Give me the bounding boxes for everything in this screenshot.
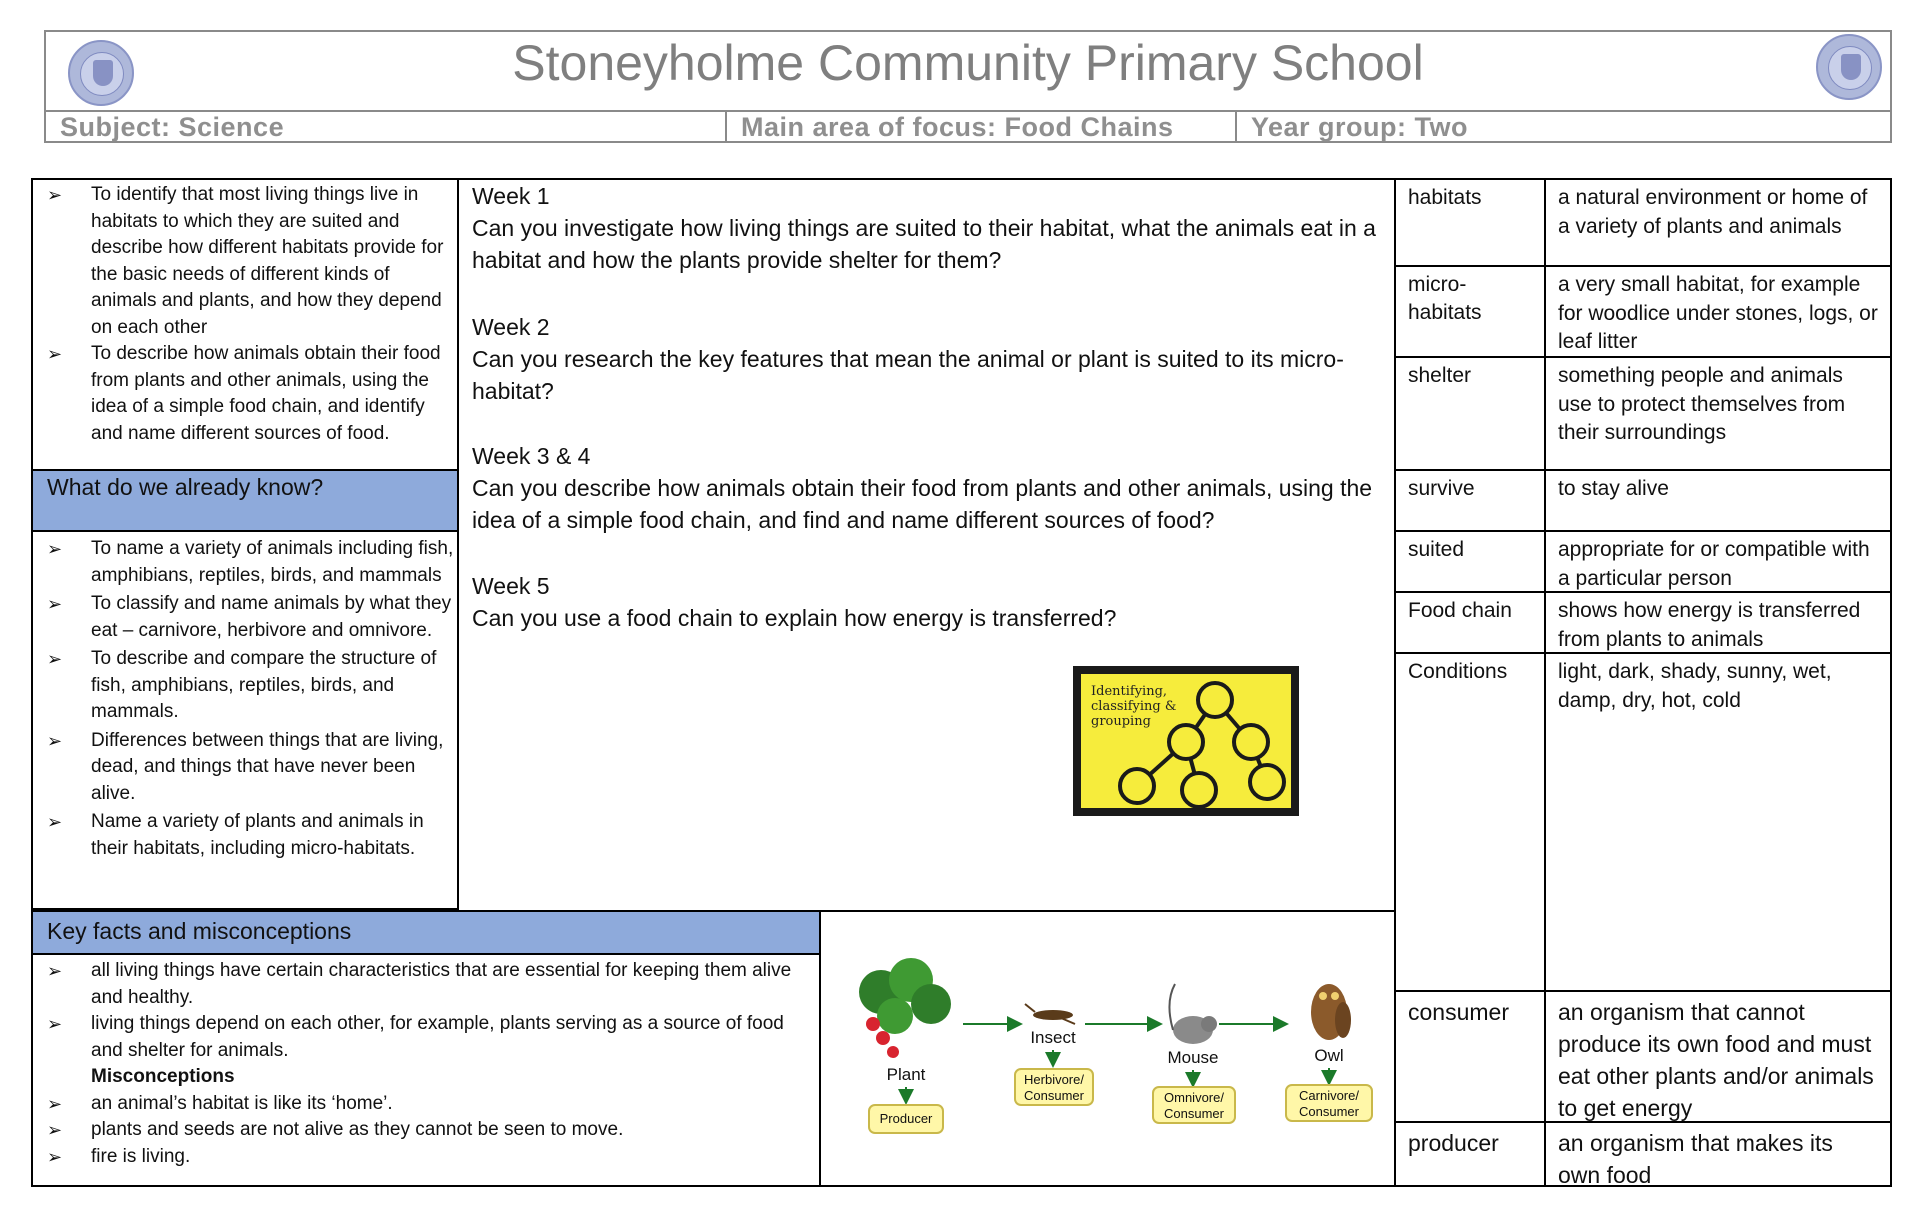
objectives-list <box>33 180 457 447</box>
header-title-bar <box>44 30 1892 110</box>
arrow-bullet-icon: ➢ <box>47 185 63 205</box>
subject-label: Subject: Science <box>46 112 727 141</box>
misconception-item: ➢ an animal’s habitat is like its ‘home’. <box>33 1091 819 1118</box>
school-logo-right <box>1816 34 1882 100</box>
prior-knowledge-item: ➢ To describe and compare the structure of fish, amphibians, reptiles, birds, and mammals. <box>47 648 437 722</box>
organism-label: Owl <box>1314 1046 1344 1065</box>
prior-knowledge-item: ➢ To classify and name animals by what they eat – carnivore, herbivore and omnivore. <box>47 593 452 641</box>
prior-knowledge-heading: What do we already know? <box>31 469 459 532</box>
role-box: Omnivore/ Consumer <box>1152 1086 1236 1124</box>
arrow-bullet-icon: ➢ <box>47 1146 63 1167</box>
glossary-term: shelter <box>1394 356 1546 471</box>
mouse-icon <box>1169 984 1217 1044</box>
glossary-table <box>1394 178 1892 1187</box>
glossary-term: micro-habitats <box>1394 265 1546 358</box>
week-label: Week 1 <box>472 183 550 209</box>
glossary-definition: something people and animals use to protect themselves from their surroundings <box>1544 356 1892 471</box>
glossary-term: consumer <box>1394 990 1546 1123</box>
prior-knowledge-item: ➢ To name a variety of animals including fish, amphibians, reptiles, birds, and mammals <box>47 538 454 586</box>
week-5 <box>472 570 1387 634</box>
glossary-term: Conditions <box>1394 652 1546 992</box>
glossary-definition: a natural environment or home of a variety of plants and animals <box>1544 178 1892 267</box>
arrow-bullet-icon: ➢ <box>47 730 63 751</box>
prior-knowledge-item: ➢ Name a variety of plants and animals in their habitats, including micro-habitats. <box>47 811 424 859</box>
arrow-bullet-icon: ➢ <box>47 594 63 614</box>
prior-knowledge-list <box>33 532 457 862</box>
week-1 <box>472 180 1387 276</box>
glossary-term: producer <box>1394 1121 1546 1187</box>
tree-diagram-icon <box>1073 666 1299 816</box>
glossary-term: Food chain <box>1394 591 1546 654</box>
arrow-bullet-icon: ➢ <box>47 1120 63 1140</box>
glossary-definition: to stay alive <box>1544 469 1892 532</box>
week-label: Week 2 <box>472 314 550 340</box>
header-info-bar <box>44 110 1892 143</box>
objective-item: ➢ To identify that most living things live in habitats to which they are suited and describe how different habitats provide for the basic needs of different kinds of animals and plants, and how they depend on each other <box>47 184 444 338</box>
key-facts-list <box>33 955 819 1170</box>
fact-item: ➢ all living things have certain characteristics that are essential for keeping them alive and healthy. <box>47 960 792 1008</box>
objective-item: ➢ To describe how animals obtain their food from plants and other animals, using the idea of a simple food chain, and identify and name different sources of food. <box>47 343 441 444</box>
prior-knowledge-box <box>31 530 459 910</box>
role-box: Carnivore/ Consumer <box>1285 1084 1373 1122</box>
misconception-item: ➢ plants and seeds are not alive as they cannot be seen to move. <box>33 1117 819 1144</box>
glossary-term: suited <box>1394 530 1546 593</box>
glossary-definition: appropriate for or compatible with a particular person <box>1544 530 1892 593</box>
arrow-bullet-icon: ➢ <box>47 1014 63 1034</box>
role-box: Herbivore/ Consumer <box>1014 1068 1094 1106</box>
organism-label: Plant <box>886 1065 926 1084</box>
week-question: Can you use a food chain to explain how energy is transferred? <box>472 605 1117 631</box>
school-name: Stoneyholme Community Primary School <box>512 35 1424 91</box>
glossary-term: survive <box>1394 469 1546 532</box>
week-label: Week 5 <box>472 573 550 599</box>
weekly-questions-box <box>457 178 1396 912</box>
glossary-definition: an organism that cannot produce its own food and must eat other plants and/or animals to get energy <box>1544 990 1892 1123</box>
glossary-definition: light, dark, shady, sunny, wet, damp, dry, hot, cold <box>1544 652 1892 992</box>
arrow-bullet-icon: ➢ <box>47 539 63 559</box>
fact-item: ➢ living things depend on each other, for example, plants serving as a source of food and shelter for animals. <box>47 1013 784 1061</box>
week-2 <box>472 311 1387 407</box>
key-facts-box <box>31 953 821 1187</box>
arrow-bullet-icon: ➢ <box>47 961 63 981</box>
year-group-label: Year group: Two <box>1251 112 1469 142</box>
week-label: Week 3 & 4 <box>472 443 591 469</box>
glossary-definition: shows how energy is transferred from plants to animals <box>1544 591 1892 654</box>
arrow-bullet-icon: ➢ <box>47 812 63 832</box>
misconceptions-heading: Misconceptions <box>91 1066 235 1087</box>
owl-icon <box>1311 984 1351 1040</box>
week-question: Can you describe how animals obtain their food from plants and other animals, using the idea of a simple food chain, and find and name different sources of food? <box>472 475 1373 533</box>
prior-knowledge-item: ➢ Differences between things that are living, dead, and things that have never been alive. <box>47 729 444 804</box>
glossary-term: habitats <box>1394 178 1546 267</box>
insect-icon <box>1025 1004 1075 1024</box>
week-question: Can you research the key features that mean the animal or plant is suited to its micro-habitat? <box>472 346 1344 404</box>
role-box: Producer <box>868 1104 944 1134</box>
week-question: Can you investigate how living things are suited to their habitat, what the animals eat in a habitat and how the plants provide shelter for them? <box>472 215 1376 273</box>
arrow-bullet-icon: ➢ <box>47 649 63 669</box>
arrow-bullet-icon: ➢ <box>47 344 63 364</box>
objectives-box <box>31 178 459 471</box>
arrow-bullet-icon: ➢ <box>47 1093 63 1114</box>
key-facts-heading: Key facts and misconceptions <box>31 910 821 955</box>
school-logo-left <box>68 40 134 106</box>
organism-label: Insect <box>1030 1028 1076 1047</box>
food-chain-diagram <box>819 910 1396 1187</box>
organism-label: Mouse <box>1167 1048 1219 1067</box>
glossary-definition: a very small habitat, for example for woodlice under stones, logs, or leaf litter <box>1544 265 1892 358</box>
week-3-4 <box>472 440 1387 536</box>
classifying-badge <box>1073 666 1299 816</box>
misconception-item: ➢ fire is living. <box>33 1144 819 1171</box>
glossary-definition: an organism that makes its own food <box>1544 1121 1892 1187</box>
focus-label: Main area of focus: Food Chains <box>727 112 1237 141</box>
badge-text: Identifying, classifying & grouping <box>1091 684 1177 729</box>
plant-icon <box>859 958 951 1058</box>
